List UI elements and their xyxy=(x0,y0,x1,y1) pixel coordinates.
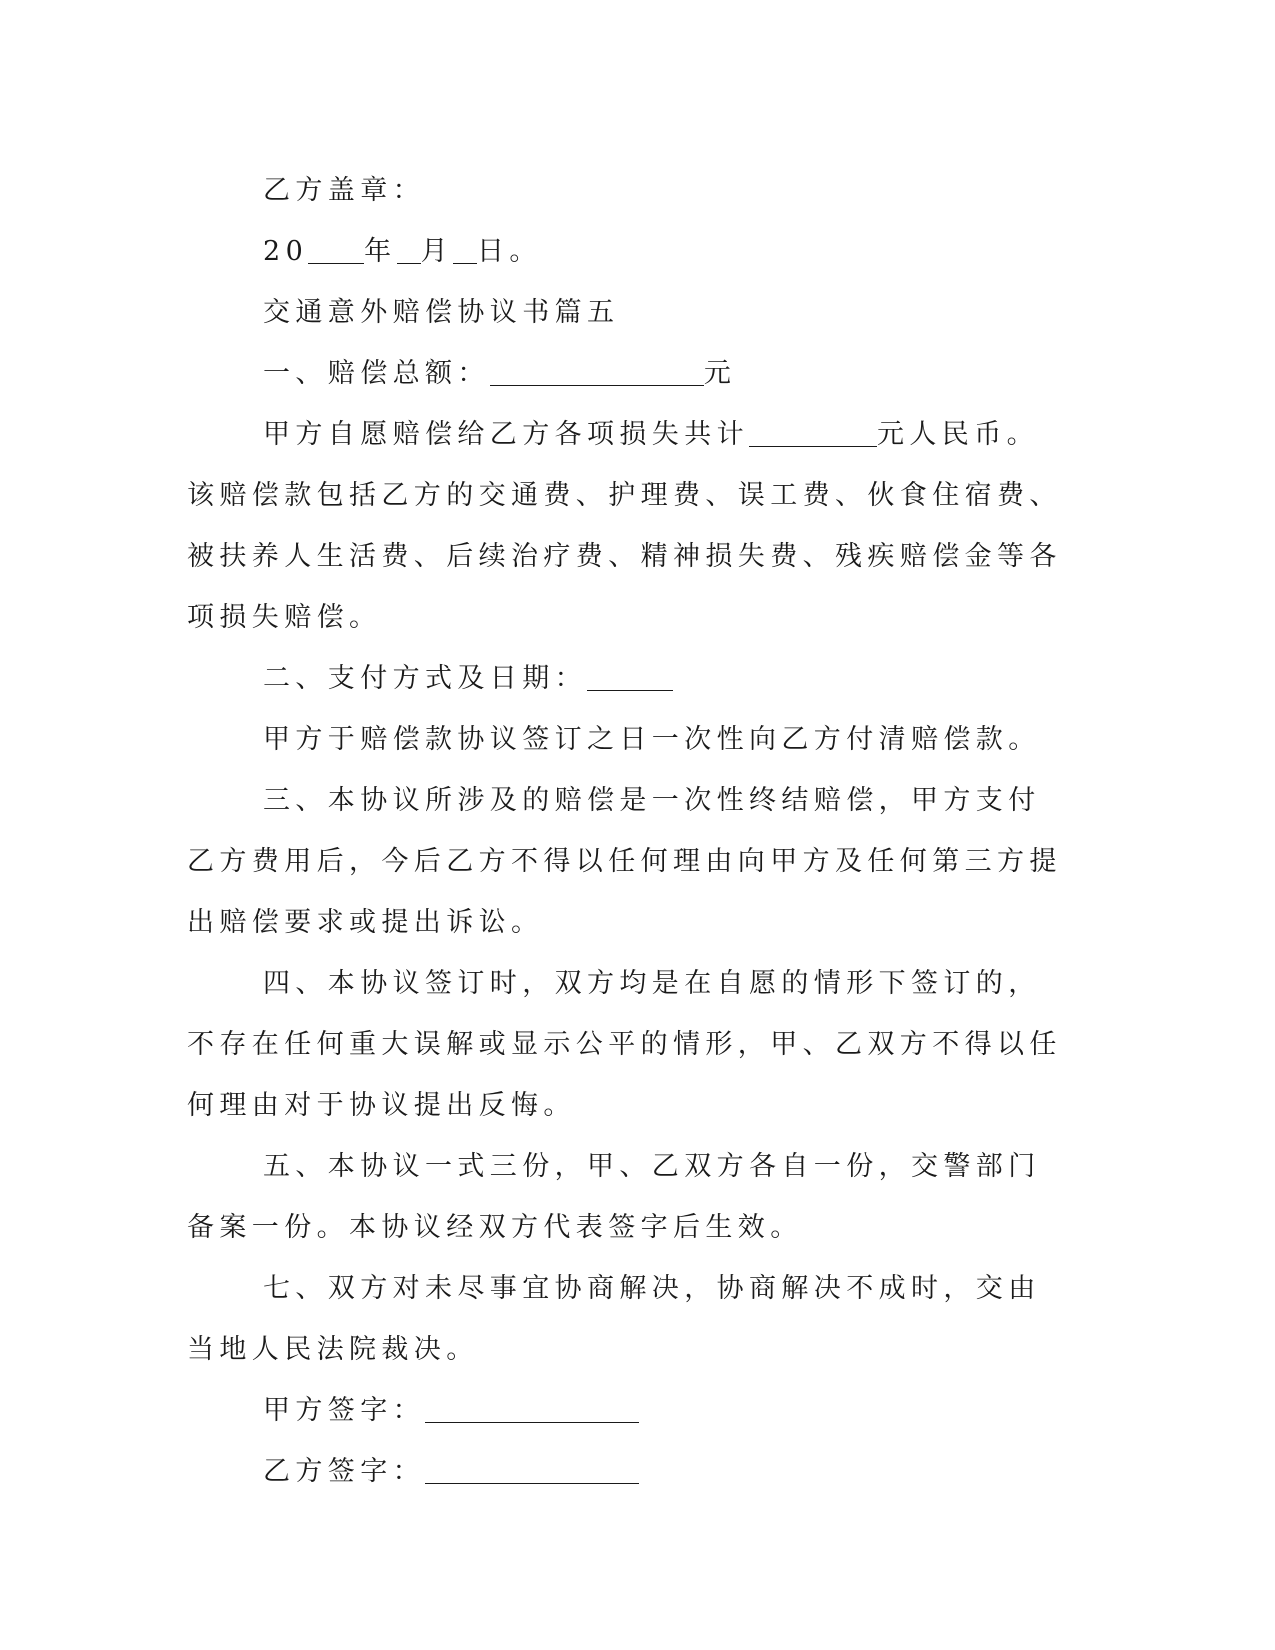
year-blank xyxy=(308,235,364,264)
clause-1-body-start: 甲方自愿赔偿给乙方各项损失共计 xyxy=(263,419,749,450)
clause-2-body: 甲方于赔偿款协议签订之日一次性向乙方付清赔偿款。 xyxy=(263,724,1041,755)
party-a-signature-line xyxy=(187,1380,1067,1441)
date-line xyxy=(187,221,1067,282)
clause-2-label: 二、支付方式及日期： xyxy=(263,663,587,694)
document-body xyxy=(187,160,1067,1502)
month-label: 月 xyxy=(420,236,453,267)
clause-1-body xyxy=(187,404,1067,648)
clause-2-heading xyxy=(187,648,1067,709)
party-b-signature-blank xyxy=(425,1455,639,1484)
clause-4: 四、本协议签订时，双方均是在自愿的情形下签订的，不存在任何重大误解或显示公平的情形，甲、乙双方不得以任何理由对于协议提出反悔。 xyxy=(187,968,1062,1121)
section-title: 交通意外赔偿协议书篇五 xyxy=(263,297,620,328)
party-b-seal-line xyxy=(187,160,1067,221)
day-label: 日。 xyxy=(476,236,542,267)
party-a-sign-label: 甲方签字： xyxy=(263,1395,425,1426)
party-b-sign-label: 乙方签字： xyxy=(263,1456,425,1487)
clause-5: 五、本协议一式三份，甲、乙双方各自一份，交警部门备案一份。本协议经双方代表签字后生效。 xyxy=(187,1151,1041,1243)
party-b-seal-label: 乙方盖章： xyxy=(263,175,425,206)
month-blank xyxy=(397,235,421,264)
party-b-signature-line xyxy=(187,1441,1067,1502)
loss-total-blank xyxy=(749,418,877,447)
clause-7: 七、双方对未尽事宜协商解决，协商解决不成时，交由当地人民法院裁决。 xyxy=(187,1273,1041,1365)
date-prefix: 20 xyxy=(263,236,309,267)
clause-1-heading xyxy=(187,343,1067,404)
party-a-signature-blank xyxy=(425,1394,639,1423)
total-amount-blank xyxy=(490,357,704,386)
day-blank xyxy=(453,235,477,264)
year-label: 年 xyxy=(364,236,397,267)
clause-3: 三、本协议所涉及的赔偿是一次性终结赔偿，甲方支付乙方费用后，今后乙方不得以任何理由向甲方及任何第三方提出赔偿要求或提出诉讼。 xyxy=(187,785,1062,938)
payment-blank xyxy=(587,662,673,691)
clause-1-label: 一、赔偿总额： xyxy=(263,358,490,389)
clause-1-unit: 元 xyxy=(703,358,737,389)
clause-1-body-rest: 元人民币。该赔偿款包括乙方的交通费、护理费、误工费、伙食住宿费、被扶养人生活费、后续治疗费、精神损失费、残疾赔偿金等各项损失赔偿。 xyxy=(187,419,1062,633)
